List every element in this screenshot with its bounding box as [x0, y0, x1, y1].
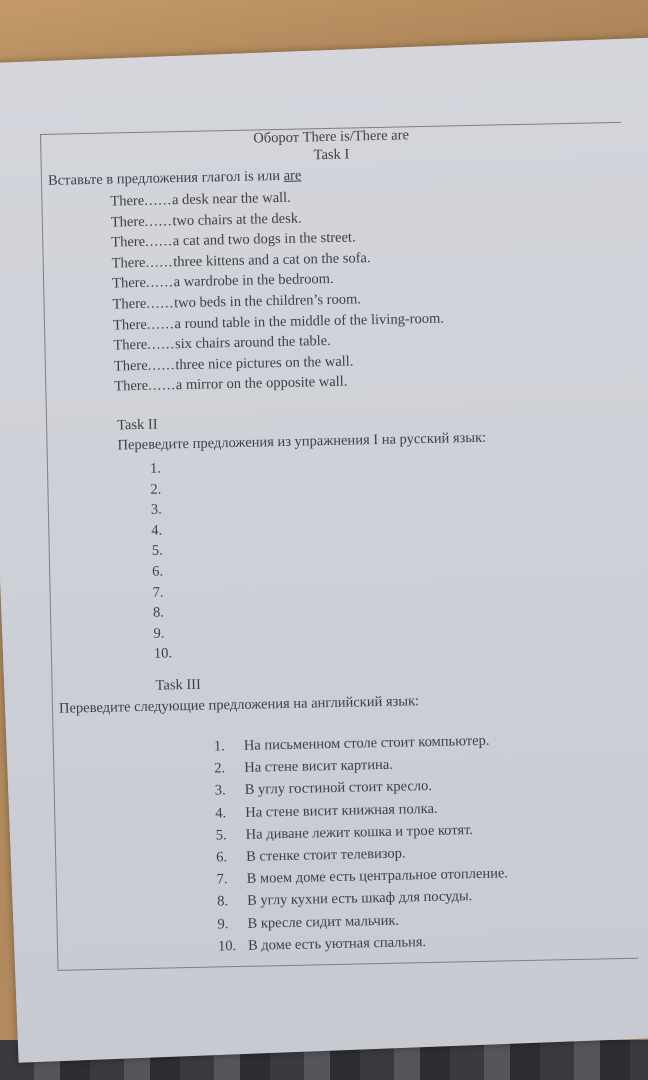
- sentence-rest: a desk near the wall.: [171, 189, 291, 209]
- blank-dots: ......: [144, 233, 174, 251]
- item-text: В кресле сидит мальчик.: [247, 912, 400, 932]
- list-item: 1.: [149, 460, 162, 477]
- blank-dots: ......: [144, 212, 173, 230]
- list-item: 5.: [151, 542, 163, 560]
- task3-list: [214, 729, 510, 957]
- task2-number-list: [150, 458, 172, 664]
- item-number: 6.: [216, 849, 228, 866]
- sentence-rest: a wardrobe in the bedroom.: [173, 271, 334, 291]
- sentence-rest: three kittens and a cat on the sofa.: [173, 249, 371, 271]
- item-text: В углу кухни есть шкаф для посуды.: [246, 888, 473, 910]
- item-number: 5.: [215, 826, 227, 844]
- sentence-rest: a round table in the middle of the living-room.: [174, 310, 445, 332]
- worksheet-title: Оборот There is/There are: [253, 127, 410, 147]
- sentence-rest: two chairs at the desk.: [172, 210, 302, 229]
- there-word: There: [112, 295, 147, 313]
- blank-dots: ......: [145, 254, 174, 271]
- item-number: 3.: [214, 782, 226, 799]
- blank-dots: ......: [147, 336, 176, 353]
- item-text: На диване лежит кошка и трое котят.: [245, 821, 474, 843]
- list-item: 6.: [152, 563, 164, 580]
- sentence-rest: six chairs around the table.: [174, 333, 331, 353]
- sentence-rest: a cat and two dogs in the street.: [172, 229, 356, 250]
- blank-dots: ......: [147, 377, 177, 395]
- there-word: There: [113, 357, 148, 375]
- item-text: На стене висит картина.: [244, 756, 394, 777]
- item-number: 10.: [217, 937, 237, 955]
- item-text: В стенке стоит телевизор.: [246, 845, 406, 865]
- blank-dots: ......: [145, 274, 174, 292]
- there-word: There: [111, 275, 147, 292]
- item-number: 8.: [216, 893, 229, 910]
- item-text: На стене висит книжная полка.: [245, 800, 438, 821]
- there-word: There: [114, 378, 149, 395]
- task1-instruction-underlined: are: [283, 167, 302, 184]
- worksheet: [40, 122, 638, 971]
- list-item: 3.: [150, 501, 162, 518]
- item-text: В моем доме есть центральное отопление.: [246, 865, 509, 887]
- blank-dots: ......: [144, 192, 173, 209]
- task1-instruction: [48, 168, 302, 190]
- there-word: There: [110, 213, 145, 231]
- there-word: There: [111, 254, 146, 272]
- there-word: There: [111, 234, 146, 251]
- list-item: 10.: [153, 645, 173, 663]
- list-item: 9.: [153, 625, 165, 642]
- task2-instruction: Переведите предложения из упражнения I на русский язык:: [117, 429, 487, 454]
- item-number: 2.: [214, 760, 226, 777]
- item-text: В углу гостиной стоит кресло.: [244, 778, 433, 799]
- task1-instruction-text: Вставьте в предложения глагол is или: [47, 167, 284, 189]
- there-word: There: [110, 192, 145, 210]
- blank-dots: ......: [146, 315, 175, 333]
- task1-heading: Task I: [313, 146, 350, 164]
- sentence-rest: two beds in the children’s room.: [173, 291, 362, 312]
- task3-instruction: Переведите следующие предложения на английский язык:: [58, 693, 420, 717]
- there-word: There: [113, 336, 148, 354]
- item-text: В доме есть уютная спальня.: [247, 933, 427, 954]
- sentence-rest: a mirror on the opposite wall.: [175, 373, 348, 394]
- exercise1-list: [110, 185, 445, 398]
- task3-heading: Task III: [155, 676, 202, 694]
- sentence-rest: three nice pictures on the wall.: [175, 353, 354, 373]
- item-text: На письменном столе стоит компьютер.: [243, 732, 490, 754]
- list-item: 4.: [151, 522, 163, 539]
- item-number: 1.: [213, 738, 225, 755]
- item-number: 4.: [215, 804, 227, 822]
- blank-dots: ......: [147, 356, 176, 374]
- list-item: 7.: [152, 584, 164, 601]
- list-item: 2.: [150, 481, 162, 498]
- item-number: 9.: [217, 915, 229, 932]
- item-number: 7.: [216, 871, 228, 888]
- task2-heading: Task II: [116, 416, 158, 434]
- blank-dots: ......: [146, 295, 175, 312]
- list-item: 8.: [152, 604, 165, 621]
- there-word: There: [112, 316, 147, 334]
